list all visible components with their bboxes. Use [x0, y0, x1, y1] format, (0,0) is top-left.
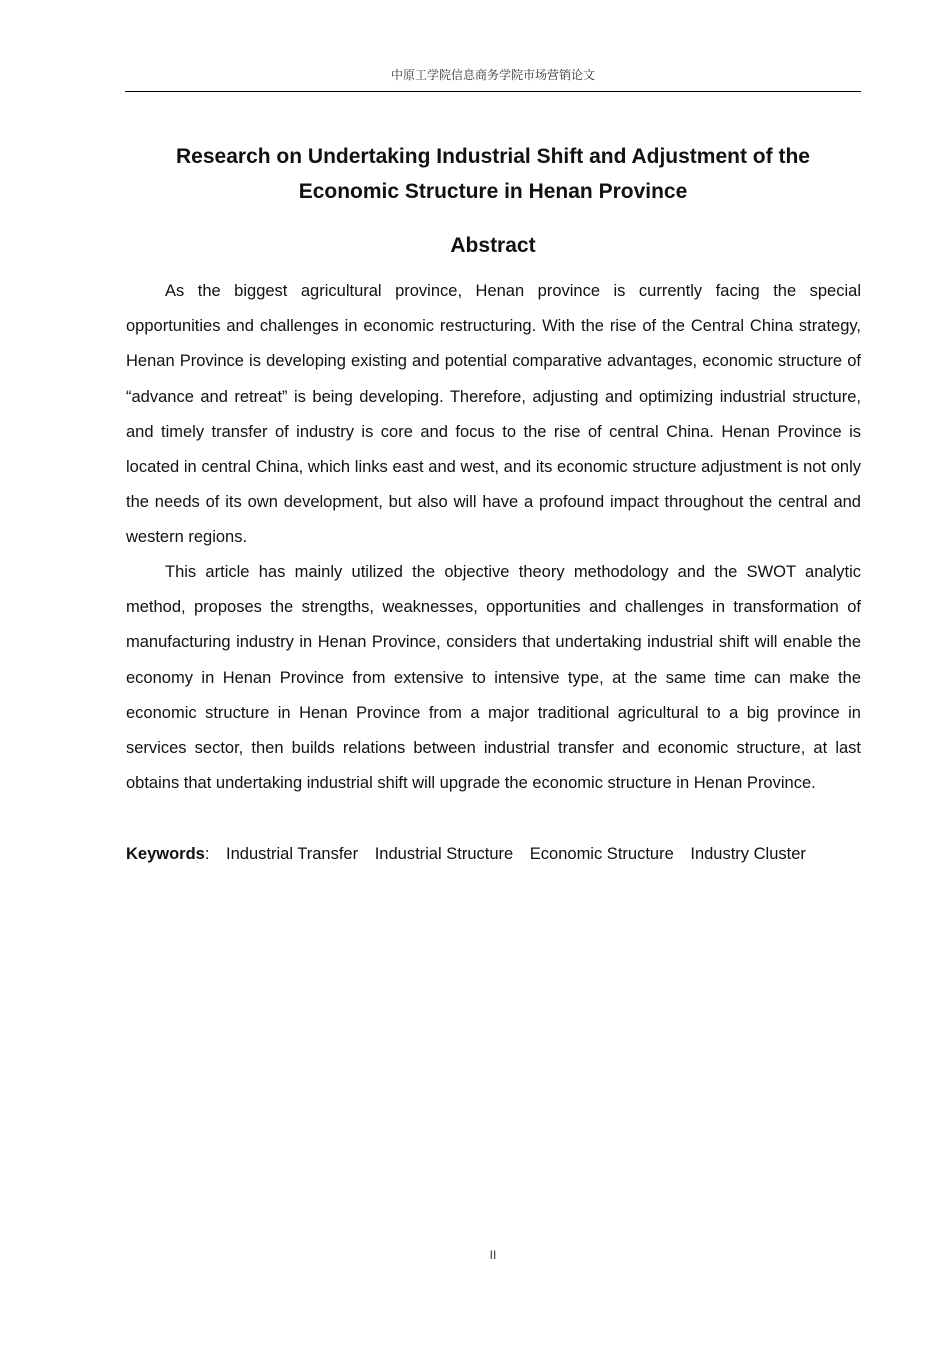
keyword-item: Industrial Transfer	[226, 845, 359, 863]
abstract-heading: Abstract	[450, 234, 536, 257]
keyword-item: Industrial Structure	[374, 845, 514, 863]
keyword-item: Economic Structure	[529, 845, 674, 863]
abstract-paragraph-1: As the biggest agricultural province, Henan province is currently facing the special opportunities and challenges in economic restructuring. With the rise of the Central China strategy, Henan Province is developing existing and potential comparative advantages, economic structure of “advance and retreat” is being developing. Therefore, adjusting and optimizing industrial structure, and timely transfer of industry is core and focus to the rise of central China. Henan Province is located in central China, which links east and west, and its economic structure adjustment is not only the needs of its own development, but also will have a profound impact throughout the central and western regions.	[126, 282, 861, 547]
keywords-separator: :	[204, 845, 210, 863]
header-divider	[125, 91, 861, 92]
running-header: 中原工学院信息商务学院市场营销论文	[390, 68, 595, 82]
paper-title	[125, 140, 861, 209]
keywords-line	[126, 837, 866, 872]
page-number: II	[489, 1248, 497, 1262]
keyword-item: Industry Cluster	[690, 845, 806, 863]
paper-title-line-1: Research on Undertaking Industrial Shift and Adjustment of the	[176, 145, 810, 168]
paper-title-line-2: Economic Structure in Henan Province	[298, 179, 688, 203]
keywords-label: Keywords	[126, 845, 205, 863]
abstract-paragraph-2: This article has mainly utilized the objective theory methodology and the SWOT analytic method, proposes the strengths, weaknesses, opportunities and challenges in transformation of manufacturing industry in Henan Province, considers that undertaking industrial shift will enable the economy in Henan Province from extensive to intensive type, at the same time can make the economic structure in Henan Province from a major traditional agricultural to a big province in services sector, then builds relations between industrial transfer and economic structure, at last obtains that undertaking industrial shift will upgrade the economic structure in Henan Province.	[126, 563, 861, 793]
